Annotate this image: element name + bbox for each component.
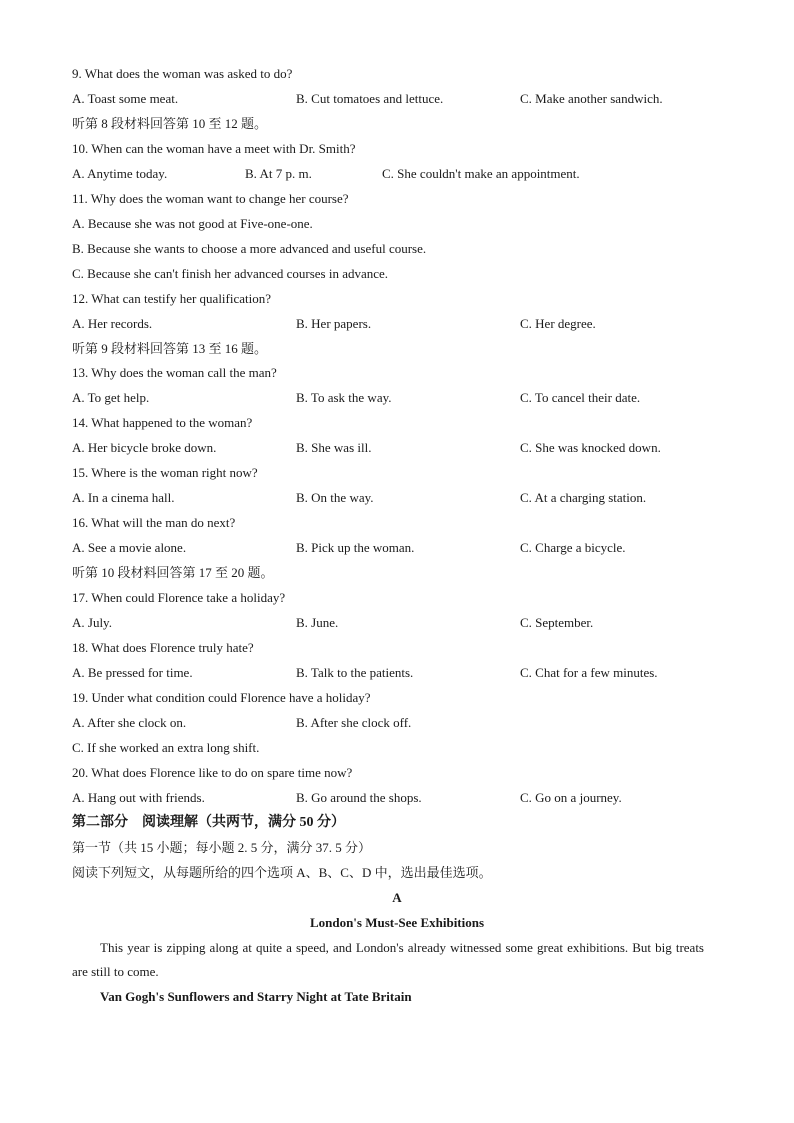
question-19-option-a: A. After she clock on. <box>72 715 187 730</box>
question-16-option-a: A. See a movie alone. <box>72 540 187 555</box>
question-16-option-b: B. Pick up the woman. <box>296 540 415 555</box>
question-17-stem: 17. When could Florence take a holiday? <box>72 590 286 605</box>
question-20-option-c: C. Go on a journey. <box>520 790 622 805</box>
question-15-stem: 15. Where is the woman right now? <box>72 465 258 480</box>
question-17-option-c: C. September. <box>520 615 594 630</box>
question-15-option-a: A. In a cinema hall. <box>72 490 175 505</box>
question-19-option-c: C. If she worked an extra long shift. <box>72 740 260 755</box>
section-10-instruction: 听第 10 段材料回答第 17 至 20 题。 <box>72 565 274 580</box>
question-16-stem: 16. What will the man do next? <box>72 515 236 530</box>
question-9-option-b: B. Cut tomatoes and lettuce. <box>296 91 444 106</box>
question-18-option-c: C. Chat for a few minutes. <box>520 665 658 680</box>
question-12-stem: 12. What can testify her qualification? <box>72 291 272 306</box>
question-18-stem: 18. What does Florence truly hate? <box>72 640 254 655</box>
passage-paragraph: This year is zipping along at quite a speed, and London's already witnessed some great exhibitions. But big treats are still to come. <box>72 940 704 979</box>
question-17-option-a: A. July. <box>72 615 112 630</box>
question-10-stem: 10. When can the woman have a meet with Dr. Smith? <box>72 141 356 156</box>
question-11-option-c: C. Because she can't finish her advanced courses in advance. <box>72 266 389 281</box>
reading-instruction: 阅读下列短文，从每题所给的四个选项 A、B、C、D 中，选出最佳选项。 <box>72 865 492 880</box>
question-12-option-a: A. Her records. <box>72 316 153 331</box>
question-12-option-c: C. Her degree. <box>520 316 596 331</box>
question-14-option-a: A. Her bicycle broke down. <box>72 440 217 455</box>
section-9-instruction: 听第 9 段材料回答第 13 至 16 题。 <box>72 341 268 356</box>
question-15-option-b: B. On the way. <box>296 490 374 505</box>
question-13-option-c: C. To cancel their date. <box>520 390 641 405</box>
passage-subheading: Van Gogh's Sunflowers and Starry Night at Tate Britain <box>100 989 412 1004</box>
question-9-option-c: C. Make another sandwich. <box>520 91 663 106</box>
question-10-option-b: B. At 7 p. m. <box>245 166 312 181</box>
question-19-stem: 19. Under what condition could Florence have a holiday? <box>72 690 371 705</box>
question-13-stem: 13. Why does the woman call the man? <box>72 365 277 380</box>
question-11-stem: 11. Why does the woman want to change her course? <box>72 191 349 206</box>
question-13-option-a: A. To get help. <box>72 390 150 405</box>
question-12-option-b: B. Her papers. <box>296 316 372 331</box>
question-18-option-a: A. Be pressed for time. <box>72 665 193 680</box>
question-11-option-a: A. Because she was not good at Five-one-one. <box>72 216 313 231</box>
passage-title: London's Must-See Exhibitions <box>309 915 485 930</box>
question-14-option-c: C. She was knocked down. <box>520 440 661 455</box>
question-18-option-b: B. Talk to the patients. <box>296 665 414 680</box>
question-9-stem: 9. What does the woman was asked to do? <box>72 66 293 81</box>
section-8-instruction: 听第 8 段材料回答第 10 至 12 题。 <box>72 116 268 131</box>
part-2-heading: 第二部分 阅读理解（共两节，满分 50 分） <box>72 815 345 830</box>
question-10-option-c: C. She couldn't make an appointment. <box>382 166 580 181</box>
question-11-option-b: B. Because she wants to choose a more advanced and useful course. <box>72 241 427 256</box>
section-1-heading: 第一节（共 15 小题；每小题 2. 5 分，满分 37. 5 分） <box>72 840 372 855</box>
question-20-option-a: A. Hang out with friends. <box>72 790 205 805</box>
question-15-option-c: C. At a charging station. <box>520 490 647 505</box>
question-19-option-b: B. After she clock off. <box>296 715 412 730</box>
question-14-stem: 14. What happened to the woman? <box>72 415 253 430</box>
question-20-stem: 20. What does Florence like to do on spare time now? <box>72 765 353 780</box>
question-16-option-c: C. Charge a bicycle. <box>520 540 626 555</box>
question-14-option-b: B. She was ill. <box>296 440 372 455</box>
question-17-option-b: B. June. <box>296 615 339 630</box>
question-20-option-b: B. Go around the shops. <box>296 790 422 805</box>
passage-letter: A <box>392 890 402 905</box>
question-13-option-b: B. To ask the way. <box>296 390 392 405</box>
question-10-option-a: A. Anytime today. <box>72 166 168 181</box>
question-9-option-a: A. Toast some meat. <box>72 91 179 106</box>
